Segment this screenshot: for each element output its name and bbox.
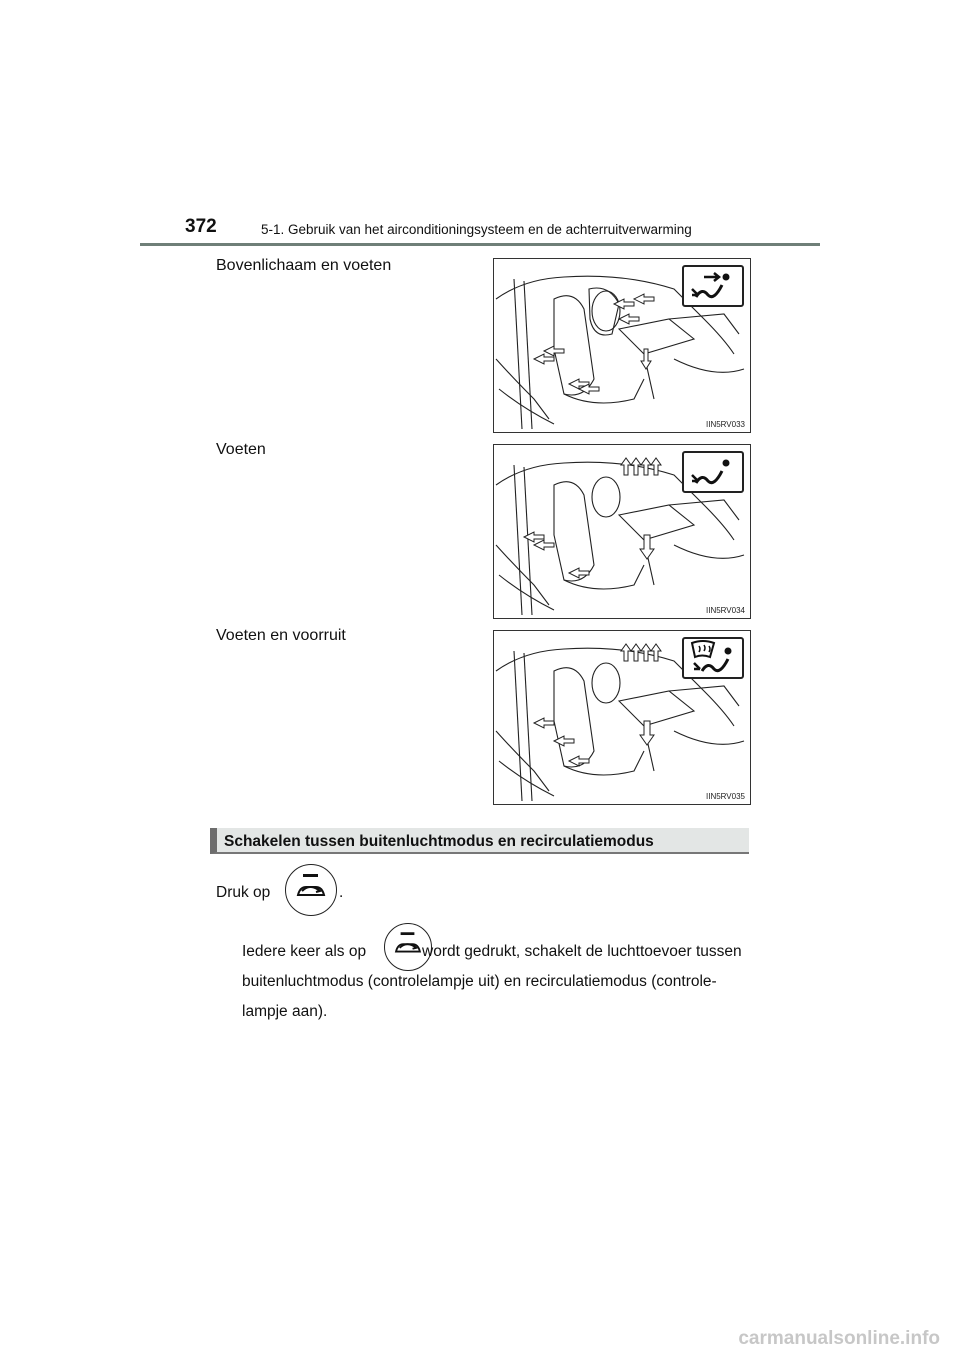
recirculation-button-icon xyxy=(285,864,337,916)
instruction-text: Druk op xyxy=(216,884,271,901)
figure-code: IIN5RV035 xyxy=(706,792,745,801)
chapter-title: 5-1. Gebruik van het airconditioningsysteem en de achterruitverwarming xyxy=(261,222,692,237)
paragraph-line1-start: Iedere keer als op xyxy=(242,943,367,960)
upper-body-and-feet-airflow-icon xyxy=(682,265,744,307)
mode-label-upper-body-feet: Bovenlichaam en voeten xyxy=(216,257,392,274)
feet-and-windshield-airflow-icon xyxy=(682,637,744,679)
figure-feet xyxy=(493,444,751,619)
paragraph-line3: lampje aan). xyxy=(242,1003,328,1020)
figure-code: IIN5RV034 xyxy=(706,606,745,615)
figure-upper-body-feet xyxy=(493,258,751,433)
header-rule xyxy=(140,243,820,246)
paragraph-line1-end: wordt gedrukt, schakelt de luchttoevoer tussen xyxy=(422,943,742,960)
feet-airflow-icon xyxy=(682,451,744,493)
mode-label-feet: Voeten xyxy=(216,441,266,458)
section-title: Schakelen tussen buitenluchtmodus en recirculatiemodus xyxy=(224,833,654,850)
watermark: carmanualsonline.info xyxy=(738,1328,940,1349)
mode-label-feet-windshield: Voeten en voorruit xyxy=(216,627,346,644)
page-number: 372 xyxy=(185,216,217,237)
paragraph-line2: buitenluchtmodus (controlelampje uit) en recirculatiemodus (controle- xyxy=(242,973,717,990)
figure-feet-windshield xyxy=(493,630,751,805)
instruction-period: . xyxy=(339,884,344,901)
figure-code: IIN5RV033 xyxy=(706,420,745,429)
